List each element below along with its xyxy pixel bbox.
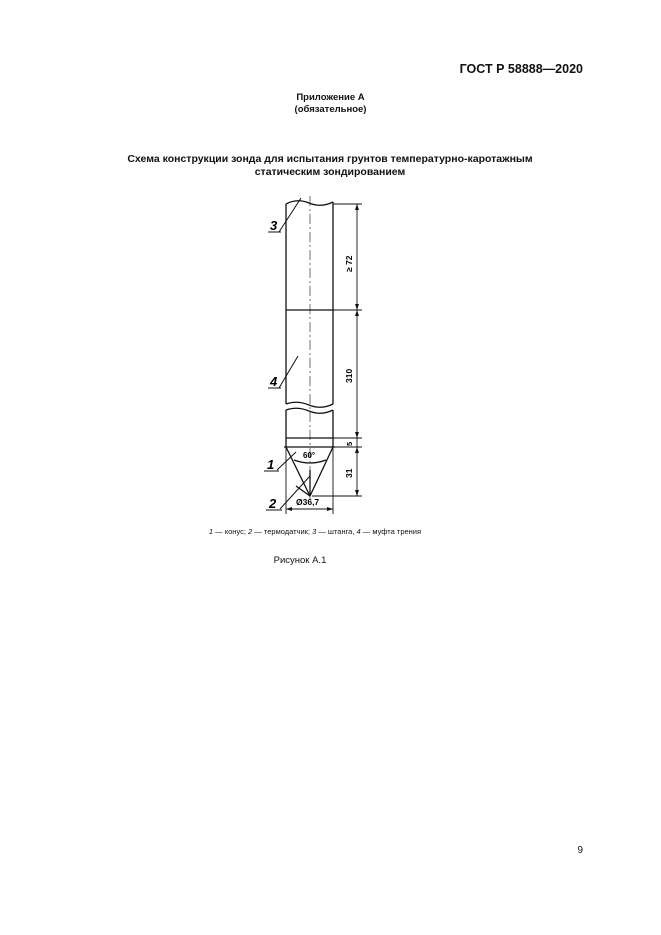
top-break-line [286, 201, 333, 206]
callout-1: 1 [267, 457, 275, 472]
arrow [355, 304, 359, 310]
legend-text-4: — муфта трения [360, 527, 422, 536]
dim-small-label: 5 [345, 441, 354, 446]
legend-num-3: 3 [312, 527, 317, 536]
arrow [355, 490, 359, 496]
legend-num-1: 1 [208, 527, 214, 536]
figure-legend [0, 527, 630, 536]
callout-3: 3 [270, 218, 278, 233]
arrow [355, 204, 359, 210]
callout-2: 2 [269, 496, 277, 511]
angle-label: 60° [303, 451, 316, 460]
page-number: 9 [577, 845, 583, 856]
break-line-upper [286, 402, 333, 407]
figure-title-line1: Схема конструкции зонда для испытания грунтов температурно-каротажным [127, 153, 533, 165]
document-code: ГОСТ Р 58888—2020 [459, 62, 583, 76]
figure-title-line2: статическим зондированием [254, 166, 406, 178]
arrow [327, 507, 333, 511]
legend-text-3: — штанга, [316, 527, 357, 536]
arrow [355, 447, 359, 453]
leader-4 [279, 356, 298, 388]
arrow [286, 507, 292, 511]
legend-text-1: — конус; [213, 527, 249, 536]
arrow [355, 432, 359, 438]
leader-3 [279, 198, 301, 232]
dim-middle-label: 310 [344, 368, 354, 383]
legend-num-2: 2 [248, 527, 253, 536]
arrow [355, 310, 359, 316]
diameter-label: Ø36,7 [296, 497, 320, 507]
annex-status: (обязательное) [294, 104, 367, 115]
callout-4: 4 [270, 374, 278, 389]
legend-num-4: 4 [356, 527, 361, 536]
dim-top-label: ≥ 72 [344, 255, 354, 272]
break-line-lower [286, 408, 333, 413]
legend-text-2: — термодатчик; [252, 527, 313, 536]
figure-caption: Рисунок А.1 [273, 555, 327, 566]
annex-title: Приложение А [296, 92, 365, 103]
dim-bottom-label: 31 [344, 468, 354, 478]
